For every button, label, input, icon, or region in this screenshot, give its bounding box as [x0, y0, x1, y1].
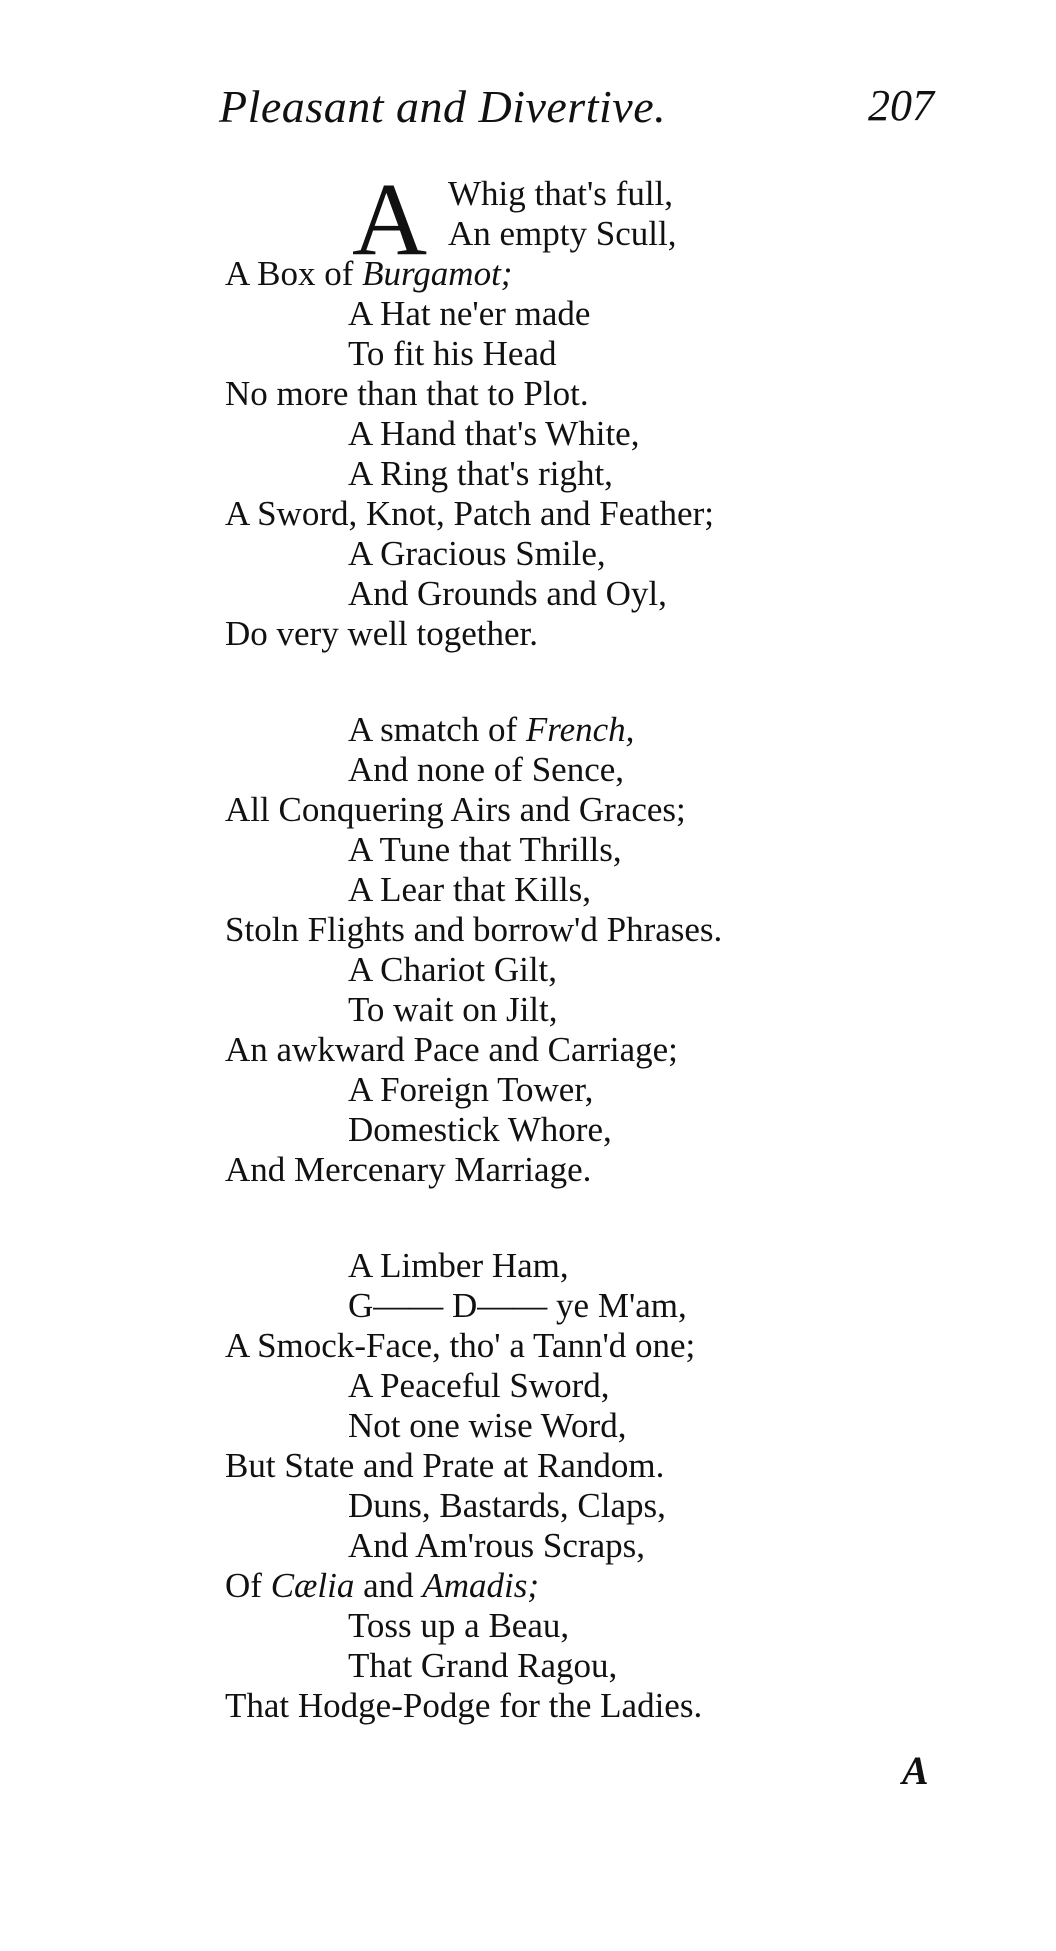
poem-line: A Lear that Kills,: [348, 870, 592, 909]
poem-line: A Foreign Tower,: [348, 1070, 594, 1109]
poem-line: All Conquering Airs and Graces;: [225, 790, 686, 829]
running-head: [219, 80, 934, 140]
poem-line: But State and Prate at Random.: [225, 1446, 665, 1485]
poem-line: G—— D—— ye M'am,: [348, 1286, 687, 1325]
poem-line: That Grand Ragou,: [348, 1646, 618, 1685]
poem-line: A Smock-Face, tho' a Tann'd one;: [225, 1326, 696, 1365]
poem-line: No more than that to Plot.: [225, 374, 589, 413]
poem-line: A Limber Ham,: [348, 1246, 569, 1285]
poem-line: Stoln Flights and borrow'd Phrases.: [225, 910, 723, 949]
poem-line: A Sword, Knot, Patch and Feather;: [225, 494, 714, 533]
poem-italic-text: French,: [525, 710, 635, 749]
poem-line: To wait on Jilt,: [348, 990, 558, 1029]
poem-line: [348, 710, 634, 750]
poem-line: And Am'rous Scraps,: [348, 1526, 645, 1565]
poem-line: A Hat ne'er made: [348, 294, 591, 333]
poem-line: Domestick Whore,: [348, 1110, 612, 1149]
poem-line: An awkward Pace and Carriage;: [225, 1030, 678, 1069]
poem-line: Whig that's full,: [448, 174, 674, 213]
poem-line: A Tune that Thrills,: [348, 830, 622, 869]
poem-line: Toss up a Beau,: [348, 1606, 570, 1645]
poem-line: Duns, Bastards, Claps,: [348, 1486, 666, 1525]
poem-text: A Box of: [225, 254, 363, 293]
poem-line: To fit his Head: [348, 334, 557, 373]
poem-italic-text: Cælia: [270, 1566, 355, 1605]
poem-line: [225, 1566, 539, 1606]
catchword: A: [902, 1748, 929, 1793]
poem-line: And none of Sence,: [348, 750, 625, 789]
poem-line: And Mercenary Marriage.: [225, 1150, 592, 1189]
drop-cap: A: [352, 162, 428, 277]
poem-line: A Hand that's White,: [348, 414, 640, 453]
poem-line: And Grounds and Oyl,: [348, 574, 667, 613]
poem-text: A smatch of: [348, 710, 526, 749]
poem-line: Do very well together.: [225, 614, 538, 653]
poem-italic-text: Burgamot;: [362, 254, 513, 293]
poem-line: A Gracious Smile,: [348, 534, 606, 573]
poem-line: Not one wise Word,: [348, 1406, 627, 1445]
poem-text: and: [354, 1566, 423, 1605]
poem-line: A Chariot Gilt,: [348, 950, 558, 989]
poem-line: That Hodge-Podge for the Ladies.: [225, 1686, 703, 1725]
running-title: Pleasant and Divertive.: [219, 81, 667, 132]
poem-line: [225, 254, 512, 294]
poem-line: A Ring that's right,: [348, 454, 613, 493]
poem-line: An empty Scull,: [448, 214, 677, 253]
poem-line: A Peaceful Sword,: [348, 1366, 610, 1405]
poem-text: Of: [225, 1566, 271, 1605]
page-number: 207: [868, 81, 934, 130]
poem-italic-text: Amadis;: [422, 1566, 540, 1605]
